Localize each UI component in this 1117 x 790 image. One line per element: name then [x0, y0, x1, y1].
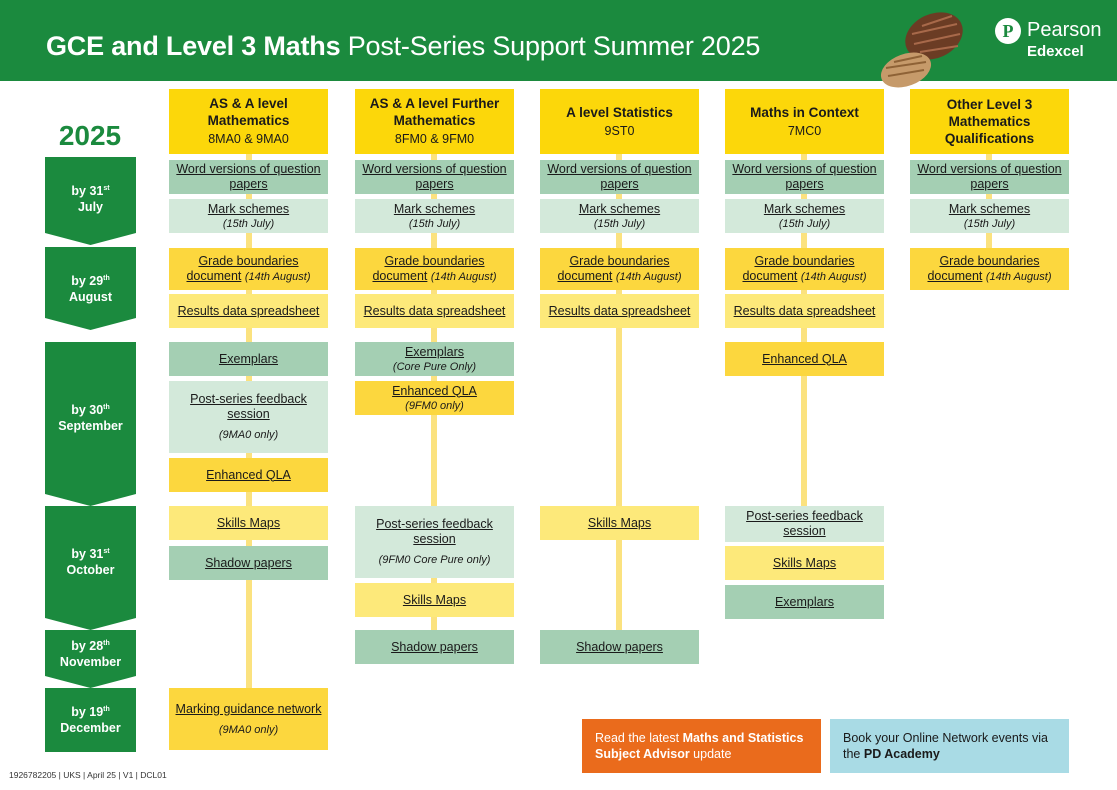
shadow-papers-link[interactable]: [540, 630, 699, 664]
resource-label[interactable]: Exemplars: [774, 594, 835, 609]
resource-label[interactable]: document: [372, 269, 428, 283]
resource-label-group[interactable]: Grade boundaries document (14th August): [372, 254, 497, 283]
grade-boundaries-document-link[interactable]: [355, 248, 514, 290]
resource-label[interactable]: Skills Maps: [216, 515, 281, 530]
pearson-logo-icon: P: [995, 18, 1021, 44]
resource-label[interactable]: Shadow papers: [391, 639, 478, 654]
resource-note: (15th July): [778, 217, 831, 230]
enhanced-qla-link[interactable]: [355, 381, 514, 415]
qualification-name: AS & A level Mathematics: [207, 96, 290, 128]
mark-schemes-link[interactable]: [355, 199, 514, 233]
skills-maps-link[interactable]: [725, 546, 884, 580]
word-versions-of-question-papers-link[interactable]: [540, 160, 699, 194]
resource-label-group[interactable]: Grade boundaries document (14th August): [927, 254, 1052, 283]
resource-label[interactable]: Shadow papers: [205, 555, 292, 570]
pine-cone-illustration: [872, 4, 982, 94]
brand-sub: Edexcel: [1027, 43, 1084, 60]
resource-label[interactable]: Word versions of question papers: [732, 162, 877, 191]
shadow-papers-link[interactable]: [169, 546, 328, 580]
footer-code: 1926782205 | UKS | April 25 | V1 | DCL01: [9, 770, 167, 780]
timeline-step-6: [45, 688, 136, 752]
resource-label[interactable]: Post-series feedback session: [376, 517, 493, 546]
column-heading-4: [725, 89, 884, 154]
resource-label[interactable]: Exemplars: [218, 351, 279, 366]
timeline-date-label: by 31st July: [71, 184, 110, 215]
shadow-papers-link[interactable]: [355, 630, 514, 664]
resource-note: (14th August): [615, 271, 682, 283]
column-heading-5: [910, 89, 1069, 154]
resource-label[interactable]: Word versions of question papers: [547, 162, 692, 191]
timeline-date-label: by 28th November: [59, 639, 122, 670]
resource-label[interactable]: Post-series feedback session: [190, 392, 307, 421]
timeline-step-3: [45, 342, 136, 506]
timeline-step-5: [45, 630, 136, 688]
resource-note: (9FM0 Core Pure only): [378, 554, 491, 566]
resource-note: (Core Pure Only): [392, 360, 477, 373]
resource-label[interactable]: Enhanced QLA: [206, 467, 291, 482]
marking-guidance-network-link[interactable]: [169, 688, 328, 750]
skills-maps-link[interactable]: [540, 506, 699, 540]
resource-label[interactable]: Word versions of question papers: [362, 162, 507, 191]
resource-label[interactable]: Skills Maps: [402, 592, 467, 607]
resource-note: (15th July): [222, 217, 275, 230]
pearson-logo[interactable]: [995, 18, 1110, 62]
word-versions-of-question-papers-link[interactable]: [169, 160, 328, 194]
exemplars-link[interactable]: [355, 342, 514, 376]
resource-label[interactable]: document: [927, 269, 983, 283]
timeline-date-label: by 30th September: [58, 403, 123, 434]
grade-boundaries-document-link[interactable]: [169, 248, 328, 290]
resource-label[interactable]: Results data spreadsheet: [733, 303, 876, 318]
qualification-name: Other Level 3 Mathematics Qualifications: [944, 97, 1035, 146]
qualification-code: 8MA0 & 9MA0: [208, 132, 289, 146]
enhanced-qla-link[interactable]: [725, 342, 884, 376]
post-series-feedback-session-link[interactable]: [725, 506, 884, 542]
resource-label[interactable]: Results data spreadsheet: [363, 303, 506, 318]
skills-maps-link[interactable]: [169, 506, 328, 540]
page-title: GCE and Level 3 Maths Post-Series Support Summer 2025: [46, 31, 761, 61]
resource-label[interactable]: Mark schemes: [948, 201, 1031, 216]
resource-label[interactable]: Results data spreadsheet: [548, 303, 691, 318]
results-data-spreadsheet-link[interactable]: [355, 294, 514, 328]
grade-boundaries-document-link[interactable]: [910, 248, 1069, 290]
resource-label[interactable]: document: [186, 269, 242, 283]
column-heading-2: [355, 89, 514, 154]
qualification-name: A level Statistics: [566, 104, 673, 120]
resource-label[interactable]: Mark schemes: [207, 201, 290, 216]
word-versions-of-question-papers-link[interactable]: [355, 160, 514, 194]
qualification-code: 9ST0: [604, 123, 635, 138]
results-data-spreadsheet-link[interactable]: [725, 294, 884, 328]
resource-label[interactable]: Enhanced QLA: [762, 351, 847, 366]
resource-note: (9MA0 only): [218, 723, 279, 736]
brand-name: Pearson: [1027, 19, 1102, 41]
mark-schemes-link[interactable]: [169, 199, 328, 233]
word-versions-of-question-papers-link[interactable]: [910, 160, 1069, 194]
resource-label-group[interactable]: Grade boundaries document (14th August): [742, 254, 867, 283]
mark-schemes-link[interactable]: [725, 199, 884, 233]
column-heading-1: [169, 89, 328, 154]
results-data-spreadsheet-link[interactable]: [169, 294, 328, 328]
resource-note: (15th July): [963, 217, 1016, 230]
timeline-step-4: [45, 506, 136, 630]
year-label: 2025: [58, 120, 122, 151]
resource-label[interactable]: Skills Maps: [772, 555, 837, 570]
skills-maps-link[interactable]: [355, 583, 514, 617]
post-series-feedback-session-link[interactable]: [355, 506, 514, 578]
qualification-name: Maths in Context: [750, 104, 859, 120]
resource-note: (9FM0 only): [405, 399, 464, 412]
post-series-feedback-session-link[interactable]: [169, 381, 328, 453]
exemplars-link[interactable]: [725, 585, 884, 619]
grade-boundaries-document-link[interactable]: [725, 248, 884, 290]
header-banner: [0, 0, 1117, 81]
resource-label[interactable]: Marking guidance network: [175, 701, 322, 716]
resource-note: (15th July): [593, 217, 646, 230]
resource-label[interactable]: Mark schemes: [763, 201, 846, 216]
resource-label[interactable]: Mark schemes: [393, 201, 476, 216]
resource-label[interactable]: Word versions of question papers: [176, 162, 321, 191]
resource-label[interactable]: Post-series feedback session: [746, 509, 863, 538]
resource-label[interactable]: Exemplars: [404, 344, 465, 359]
timeline-date-label: by 31st October: [66, 547, 115, 578]
resource-label[interactable]: Enhanced QLA: [392, 383, 477, 398]
timeline-step-2: [45, 247, 136, 330]
resource-note: (14th August): [244, 271, 311, 283]
resource-note: (14th August): [800, 271, 867, 283]
timeline-date-label: by 19th December: [60, 705, 121, 736]
column-heading-3: [540, 89, 699, 154]
resource-label[interactable]: Results data spreadsheet: [177, 303, 320, 318]
mark-schemes-link[interactable]: [540, 199, 699, 233]
pd-academy-link[interactable]: Book your Online Network events via the PD Academy: [830, 719, 1069, 773]
resource-label[interactable]: document: [742, 269, 798, 283]
qualification-name: AS & A level Further Mathematics: [369, 96, 500, 128]
results-data-spreadsheet-link[interactable]: [540, 294, 699, 328]
resource-label-group[interactable]: Grade boundaries document (14th August): [186, 254, 311, 283]
grade-boundaries-document-link[interactable]: [540, 248, 699, 290]
enhanced-qla-link[interactable]: [169, 458, 328, 492]
timeline-date-label: by 29th August: [68, 274, 113, 305]
resource-label-group[interactable]: Grade boundaries document (14th August): [557, 254, 682, 283]
qualification-code: 8FM0 & 9FM0: [394, 132, 475, 146]
resource-note: (9MA0 only): [218, 429, 279, 441]
exemplars-link[interactable]: [169, 342, 328, 376]
resource-label[interactable]: Shadow papers: [576, 639, 663, 654]
timeline-step-1: [45, 157, 136, 245]
qualification-code: 7MC0: [787, 123, 822, 138]
word-versions-of-question-papers-link[interactable]: [725, 160, 884, 194]
resource-label[interactable]: document: [557, 269, 613, 283]
resource-label[interactable]: Word versions of question papers: [917, 162, 1062, 191]
resource-note: (15th July): [408, 217, 461, 230]
resource-note: (14th August): [430, 271, 497, 283]
resource-label[interactable]: Mark schemes: [578, 201, 661, 216]
resource-note: (14th August): [985, 271, 1052, 283]
mark-schemes-link[interactable]: [910, 199, 1069, 233]
resource-label[interactable]: Skills Maps: [587, 515, 652, 530]
subject-advisor-link[interactable]: Read the latest Maths and Statistics Subject Advisor update: [582, 719, 821, 773]
